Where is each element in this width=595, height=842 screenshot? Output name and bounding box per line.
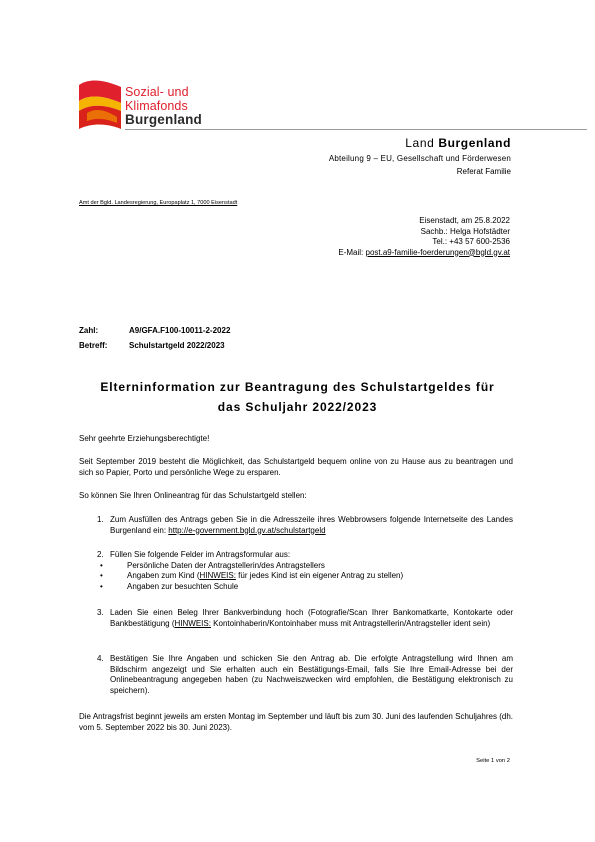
- logo: [77, 77, 217, 133]
- step-2-bullet: [97, 582, 513, 593]
- step-4-text: Bestätigen Sie Ihre Angaben und schicken Sie den Antrag ab. Die erfolgte Antragstellung wird Ihnen am Bildschirm angezeigt und Sie erhalten auch ein Bestätigungs-Email, falls Sie Ihre Email-Adresse bei der Onlinebeantragung angegeben haben (zu Nachweiszwecken wird empfohlen, die Bestätigung elektronisch zu speichern).: [110, 654, 513, 695]
- betreff-value: Schulstartgeld 2022/2023: [129, 341, 225, 350]
- step-4-number: 4.: [97, 654, 104, 663]
- logo-text-line3: Burgenland: [125, 112, 203, 127]
- document-heading: [79, 377, 516, 417]
- bullet-text: Persönliche Daten der Antragstellerin/des Antragstellers: [127, 560, 325, 570]
- step-3: [97, 608, 513, 629]
- intro-paragraph: Seit September 2019 besteht die Möglichkeit, das Schulstartgeld bequem online von zu Hause aus zu beantragen und sich so Papier, Porto und persönliche Wege zu ersparen.: [79, 457, 513, 477]
- reference-block: [79, 323, 230, 353]
- place-date: Eisenstadt, am 25.8.2022: [419, 216, 510, 225]
- step-4: [97, 654, 513, 696]
- clerk: Sachb.: Helga Hofstädter: [420, 226, 510, 236]
- sender-address: Amt der Bgld. Landesregierung, Europaplatz 1, 7000 Eisenstadt: [79, 200, 238, 206]
- step-3-text-end: Kontoinhaberin/Kontoinhaber muss mit Antragstellerin/Antragsteller ident sein): [210, 618, 491, 628]
- greeting: Sehr geehrte Erziehungsberechtigte!: [79, 434, 210, 443]
- org-unit: Referat Familie: [456, 167, 511, 176]
- betreff-label: Betreff:: [79, 341, 108, 350]
- step-2-bullet: [97, 561, 513, 572]
- header-divider: [125, 129, 587, 130]
- page-number: Seite 1 von 2: [476, 758, 510, 764]
- organization-header: [329, 136, 511, 176]
- step-2-bullet: [97, 571, 513, 582]
- hint-label: HINWEIS:: [199, 571, 236, 580]
- email-row: [338, 248, 510, 259]
- step-1-link[interactable]: http://e-government.bgld.gv.at/schulstartgeld: [168, 525, 326, 535]
- step-3-number: 3.: [97, 608, 104, 617]
- org-title-bold: Burgenland: [438, 136, 511, 150]
- org-title-prefix: Land: [405, 136, 435, 150]
- logo-text-line2: Klimafonds: [125, 99, 188, 113]
- zahl-value: A9/GFA.F100-10011-2-2022: [129, 326, 231, 335]
- step-2: [97, 550, 513, 592]
- betreff-row: [79, 338, 230, 353]
- step-1-text: Zum Ausfüllen des Antrags geben Sie in die Adresszeile ihres Webbrowsers folgende Internetseite des Landes Burgenland ein:: [110, 515, 513, 535]
- zahl-label: Zahl:: [79, 326, 99, 335]
- org-title: [329, 136, 511, 150]
- hint-label: HINWEIS:: [174, 618, 211, 628]
- org-department: Abteilung 9 – EU, Gesellschaft und Förderwesen: [328, 154, 511, 163]
- step-1-number: 1.: [97, 515, 104, 524]
- email-link[interactable]: post.a9-familie-foerderungen@bgld.gv.at: [365, 247, 510, 257]
- flag-icon: [77, 77, 125, 131]
- bullet-text: Angaben zum Kind (: [127, 571, 200, 580]
- step-1: [97, 515, 513, 536]
- zahl-row: [79, 323, 230, 338]
- email-label: E-Mail:: [338, 247, 364, 257]
- heading-line2: das Schuljahr 2022/2023: [217, 400, 378, 414]
- bullet-text: Angaben zur besuchten Schule: [127, 581, 239, 591]
- step-3-text: Laden Sie einen Beleg Ihrer Bankverbindung hoch (Fotografie/Scan Ihrer Bankomatkarte, Kontokarte oder Bankbestätigung (: [110, 608, 513, 628]
- bullet-text: für jedes Kind ist ein eigener Antrag zu stellen): [235, 571, 404, 580]
- deadline-paragraph: Die Antragsfrist beginnt jeweils am ersten Montag im September und läuft bis zum 30. Juni des laufenden Schuljahres (dh. vom 5. September 2022 bis 30. Juni 2023).: [79, 712, 513, 732]
- step-2-text: Füllen Sie folgende Felder im Antragsformular aus:: [110, 550, 291, 559]
- logo-text-line1: Sozial- und: [125, 85, 189, 99]
- howto-paragraph: So können Sie Ihren Onlineantrag für das Schulstartgeld stellen:: [79, 491, 307, 500]
- heading-line1: Elterninformation zur Beantragung des Schulstartgeldes für: [100, 380, 495, 394]
- contact-block: [338, 216, 510, 258]
- phone: Tel.: +43 57 600-2536: [432, 237, 510, 246]
- step-2-number: 2.: [97, 550, 104, 559]
